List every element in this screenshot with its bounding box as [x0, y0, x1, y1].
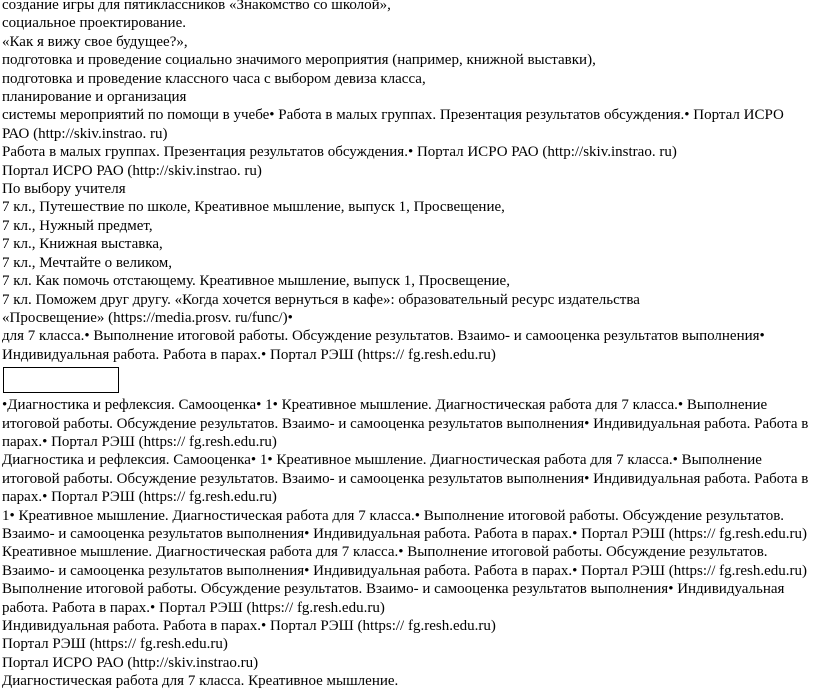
- text-line: 7 кл. Как помочь отстающему. Креативное мышление, выпуск 1, Просвещение,: [2, 273, 510, 290]
- text-line: создание игры для пятиклассников «Знакомство со школой»,: [2, 0, 391, 13]
- text-line: 7 кл., Путешествие по школе, Креативное мышление, выпуск 1, Просвещение,: [2, 199, 505, 216]
- text-line: Портал ИСРО РАО (http://skiv.instrao.ru): [2, 654, 259, 671]
- text-line: подготовка и проведение социально значимого мероприятия (например, книжной выставки),: [2, 52, 596, 69]
- text-line: 7 кл. Поможем друг другу. «Когда хочется вернуться в кафе»: образовательный ресурс издательства: [2, 291, 640, 308]
- text-line: «Просвещение» (https://media.prosv. ru/func/)•: [2, 309, 293, 326]
- text-line: для 7 класса.• Выполнение итоговой работы. Обсуждение результатов. Взаимо- и самооценка результатов выполнения• Индивидуальная работа. Работа в парах.• Портал РЭШ (https:// fg.resh.edu.ru): [2, 328, 765, 363]
- text-line: Работа в малых группах. Презентация результатов обсуждения.• Портал ИСРО РАО (http://skiv.instrao. ru): [2, 144, 677, 161]
- text-line: 7 кл., Нужный предмет,: [2, 217, 153, 234]
- text-line: 7 кл., Книжная выставка,: [2, 236, 163, 253]
- text-line: Диагностическая работа для 7 класса. Креативное мышление.: [2, 673, 399, 690]
- text-line: Выполнение итоговой работы. Обсуждение результатов. Взаимо- и самооценка результатов выполнения• Индивидуальная работа. Работа в парах.• Портал РЭШ (https:// fg.resh.edu.ru): [2, 581, 785, 616]
- text-line: Портал РЭШ (https:// fg.resh.edu.ru): [2, 636, 228, 653]
- text-line: 7 кл., Мечтайте о великом,: [2, 254, 173, 271]
- text-line: Портал ИСРО РАО (http://skiv.instrao. ru): [2, 162, 262, 179]
- text-line: 1• Креативное мышление. Диагностическая работа для 7 класса.• Выполнение итоговой работы. Обсуждение результатов. Взаимо- и самооценка результатов выполнения• Индивидуальная работа. Работа в парах.• Портал РЭШ (https:// fg.resh.edu.ru): [2, 507, 807, 542]
- text-line: Индивидуальная работа. Работа в парах.• Портал РЭШ (https:// fg.resh.edu.ru): [2, 618, 496, 634]
- text-line: «Как я вижу свое будущее?»,: [2, 33, 188, 50]
- text-line: социальное проектирование.: [2, 15, 186, 32]
- empty-table-cell: [3, 367, 119, 393]
- text-line: подготовка и проведение классного часа с выбором девиза класса,: [2, 70, 426, 87]
- text-line: планирование и организация: [2, 89, 187, 106]
- text-line: •Диагностика и рефлексия. Самооценка• 1• Креативное мышление. Диагностическая работа для 7 класса.• Выполнение итоговой работы. Обсуждение результатов. Взаимо- и самооценка результатов выполнения• Индивидуальная работа. Работа в парах.• Портал РЭШ (https:// fg.resh.edu.ru): [2, 397, 809, 450]
- text-line: По выбору учителя: [2, 181, 126, 198]
- text-line: системы мероприятий по помощи в учебе• Работа в малых группах. Презентация результатов обсуждения.• Портал ИСРО РАО (http://skiv.instrao. ru): [2, 107, 784, 142]
- text-line: Диагностика и рефлексия. Самооценка• 1• Креативное мышление. Диагностическая работа для 7 класса.• Выполнение итоговой работы. Обсуждение результатов. Взаимо- и самооценка результатов выполнения• Индивидуальная работа. Работа в парах.• Портал РЭШ (https:// fg.resh.edu.ru): [2, 452, 809, 506]
- text-line: Креативное мышление. Диагностическая работа для 7 класса.• Выполнение итоговой работы. Обсуждение результатов. Взаимо- и самооценка результатов выполнения• Индивидуальная работа. Работа в парах.• Портал РЭШ (https:// fg.resh.edu.ru): [2, 544, 807, 579]
